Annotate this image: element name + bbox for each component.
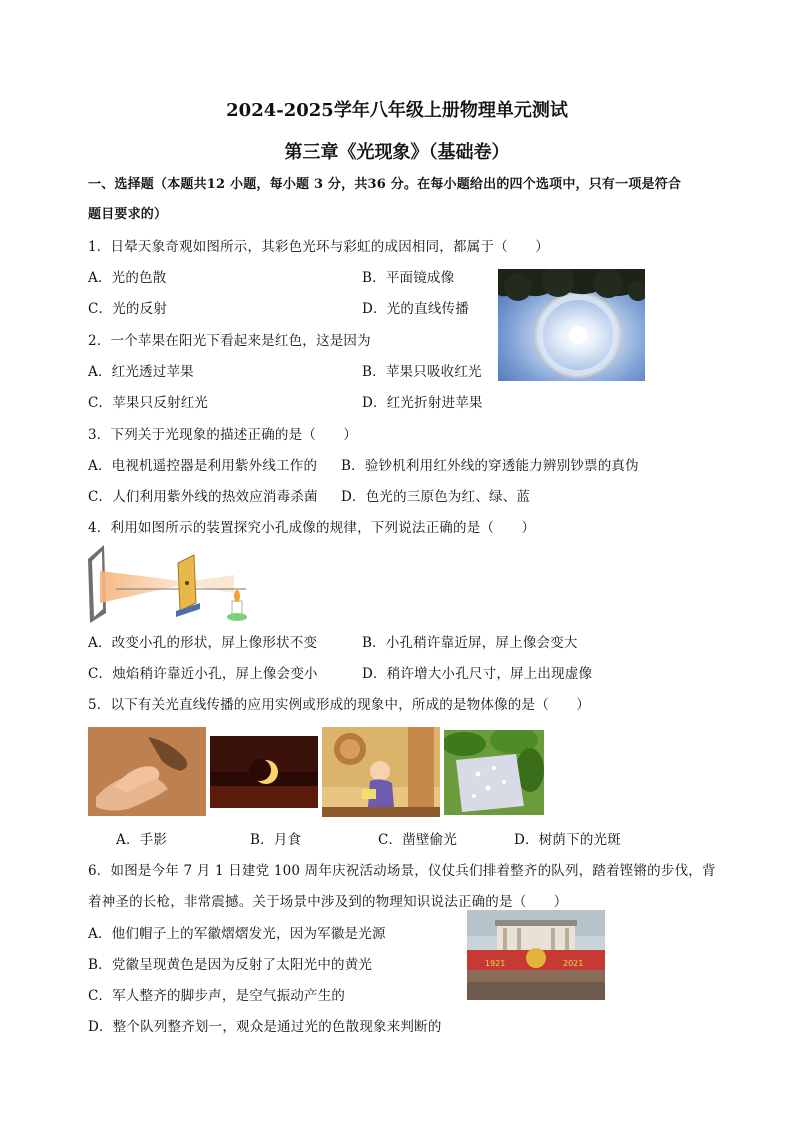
question-3-stem: 3．下列关于光现象的描述正确的是（ ） (88, 427, 358, 443)
question-3-option-a: A．电视机遥控器是利用紫外线工作的 (88, 458, 318, 474)
question-3-option-c: C．人们利用紫外线的热效应消毒杀菌 (88, 489, 318, 505)
question-1-stem: 1．日晕天象奇观如图所示，其彩色光环与彩虹的成因相同，都属于（ ） (88, 239, 549, 255)
question-4-stem: 4．利用如图所示的装置探究小孔成像的规律，下列说法正确的是（ ） (88, 520, 536, 536)
chisel-wall-cartoon (322, 727, 440, 817)
question-6-option-b: B．党徽呈现黄色是因为反射了太阳光中的黄光 (88, 957, 373, 973)
question-5-stem: 5．以下有关光直线传播的应用实例或形成的现象中，所成的是物体像的是（ ） (88, 697, 590, 713)
question-1-option-b: B．平面镜成像 (362, 270, 455, 286)
question-2-option-c: C．苹果只反射红光 (88, 395, 209, 411)
page-title: 2024-2025学年八年级上册物理单元测试 (226, 100, 568, 121)
question-5-option-d: D．树荫下的光斑 (514, 832, 621, 848)
question-4-option-a: A．改变小孔的形状，屏上像形状不变 (88, 635, 318, 651)
lunar-eclipse-photo (210, 736, 318, 808)
section-header-line2: 题目要求的） (88, 207, 168, 222)
tree-shade-light-spots-photo (444, 730, 544, 815)
question-6-option-a: A．他们帽子上的军徽熠熠发光，因为军徽是光源 (88, 926, 386, 942)
question-5-option-c: C．凿壁偷光 (378, 832, 458, 848)
question-1-option-a: A．光的色散 (88, 270, 167, 286)
question-4-option-d: D．稍许增大小孔尺寸，屏上出现虚像 (362, 666, 593, 682)
question-4-option-c: C．烛焰稍许靠近小孔，屏上像会变小 (88, 666, 318, 682)
question-5-option-a: A．手影 (116, 832, 168, 848)
question-5-option-b: B．月食 (250, 832, 302, 848)
hand-shadow-photo (88, 727, 206, 816)
question-2-stem: 2．一个苹果在阳光下看起来是红色，这是因为 (88, 333, 371, 349)
question-4-option-b: B．小孔稍许靠近屏，屏上像会变大 (362, 635, 578, 651)
question-3-option-d: D．色光的三原色为红、绿、蓝 (341, 489, 531, 505)
section-header-line1: 一、选择题（本题共12 小题，每小题 3 分，共36 分。在每小题给出的四个选项中，只有一项是符合 (88, 177, 682, 192)
question-6-option-d: D．整个队列整齐划一，观众是通过光的色散现象来判断的 (88, 1019, 442, 1035)
question-3-option-b: B．验钞机利用红外线的穿透能力辨别钞票的真伪 (341, 458, 639, 474)
question-2-option-b: B．苹果只吸收红光 (362, 364, 482, 380)
question-2-option-d: D．红光折射进苹果 (362, 395, 483, 411)
question-2-option-a: A．红光透过苹果 (88, 364, 194, 380)
page-subtitle: 第三章《光现象》（基础卷） (284, 142, 510, 163)
pinhole-apparatus-diagram (86, 541, 258, 625)
question-6-option-c: C．军人整齐的脚步声，是空气振动产生的 (88, 988, 346, 1004)
question-1-option-d: D．光的直线传播 (362, 301, 469, 317)
question-1-option-c: C．光的反射 (88, 301, 168, 317)
photo-year-left: 1921 (485, 959, 506, 968)
sun-halo-photo (498, 269, 645, 381)
question-6-stem-line1: 6．如图是今年 7 月 1 日建党 100 周年庆祝活动场景，仪仗兵们排着整齐的队列，踏着铿锵的步伐，背 (88, 863, 716, 879)
anniversary-celebration-photo (467, 910, 605, 1000)
photo-year-right: 2021 (563, 959, 584, 968)
question-6-stem-line2: 着神圣的长枪，非常震撼。关于场景中涉及到的物理知识说法正确的是（ ） (88, 894, 568, 910)
